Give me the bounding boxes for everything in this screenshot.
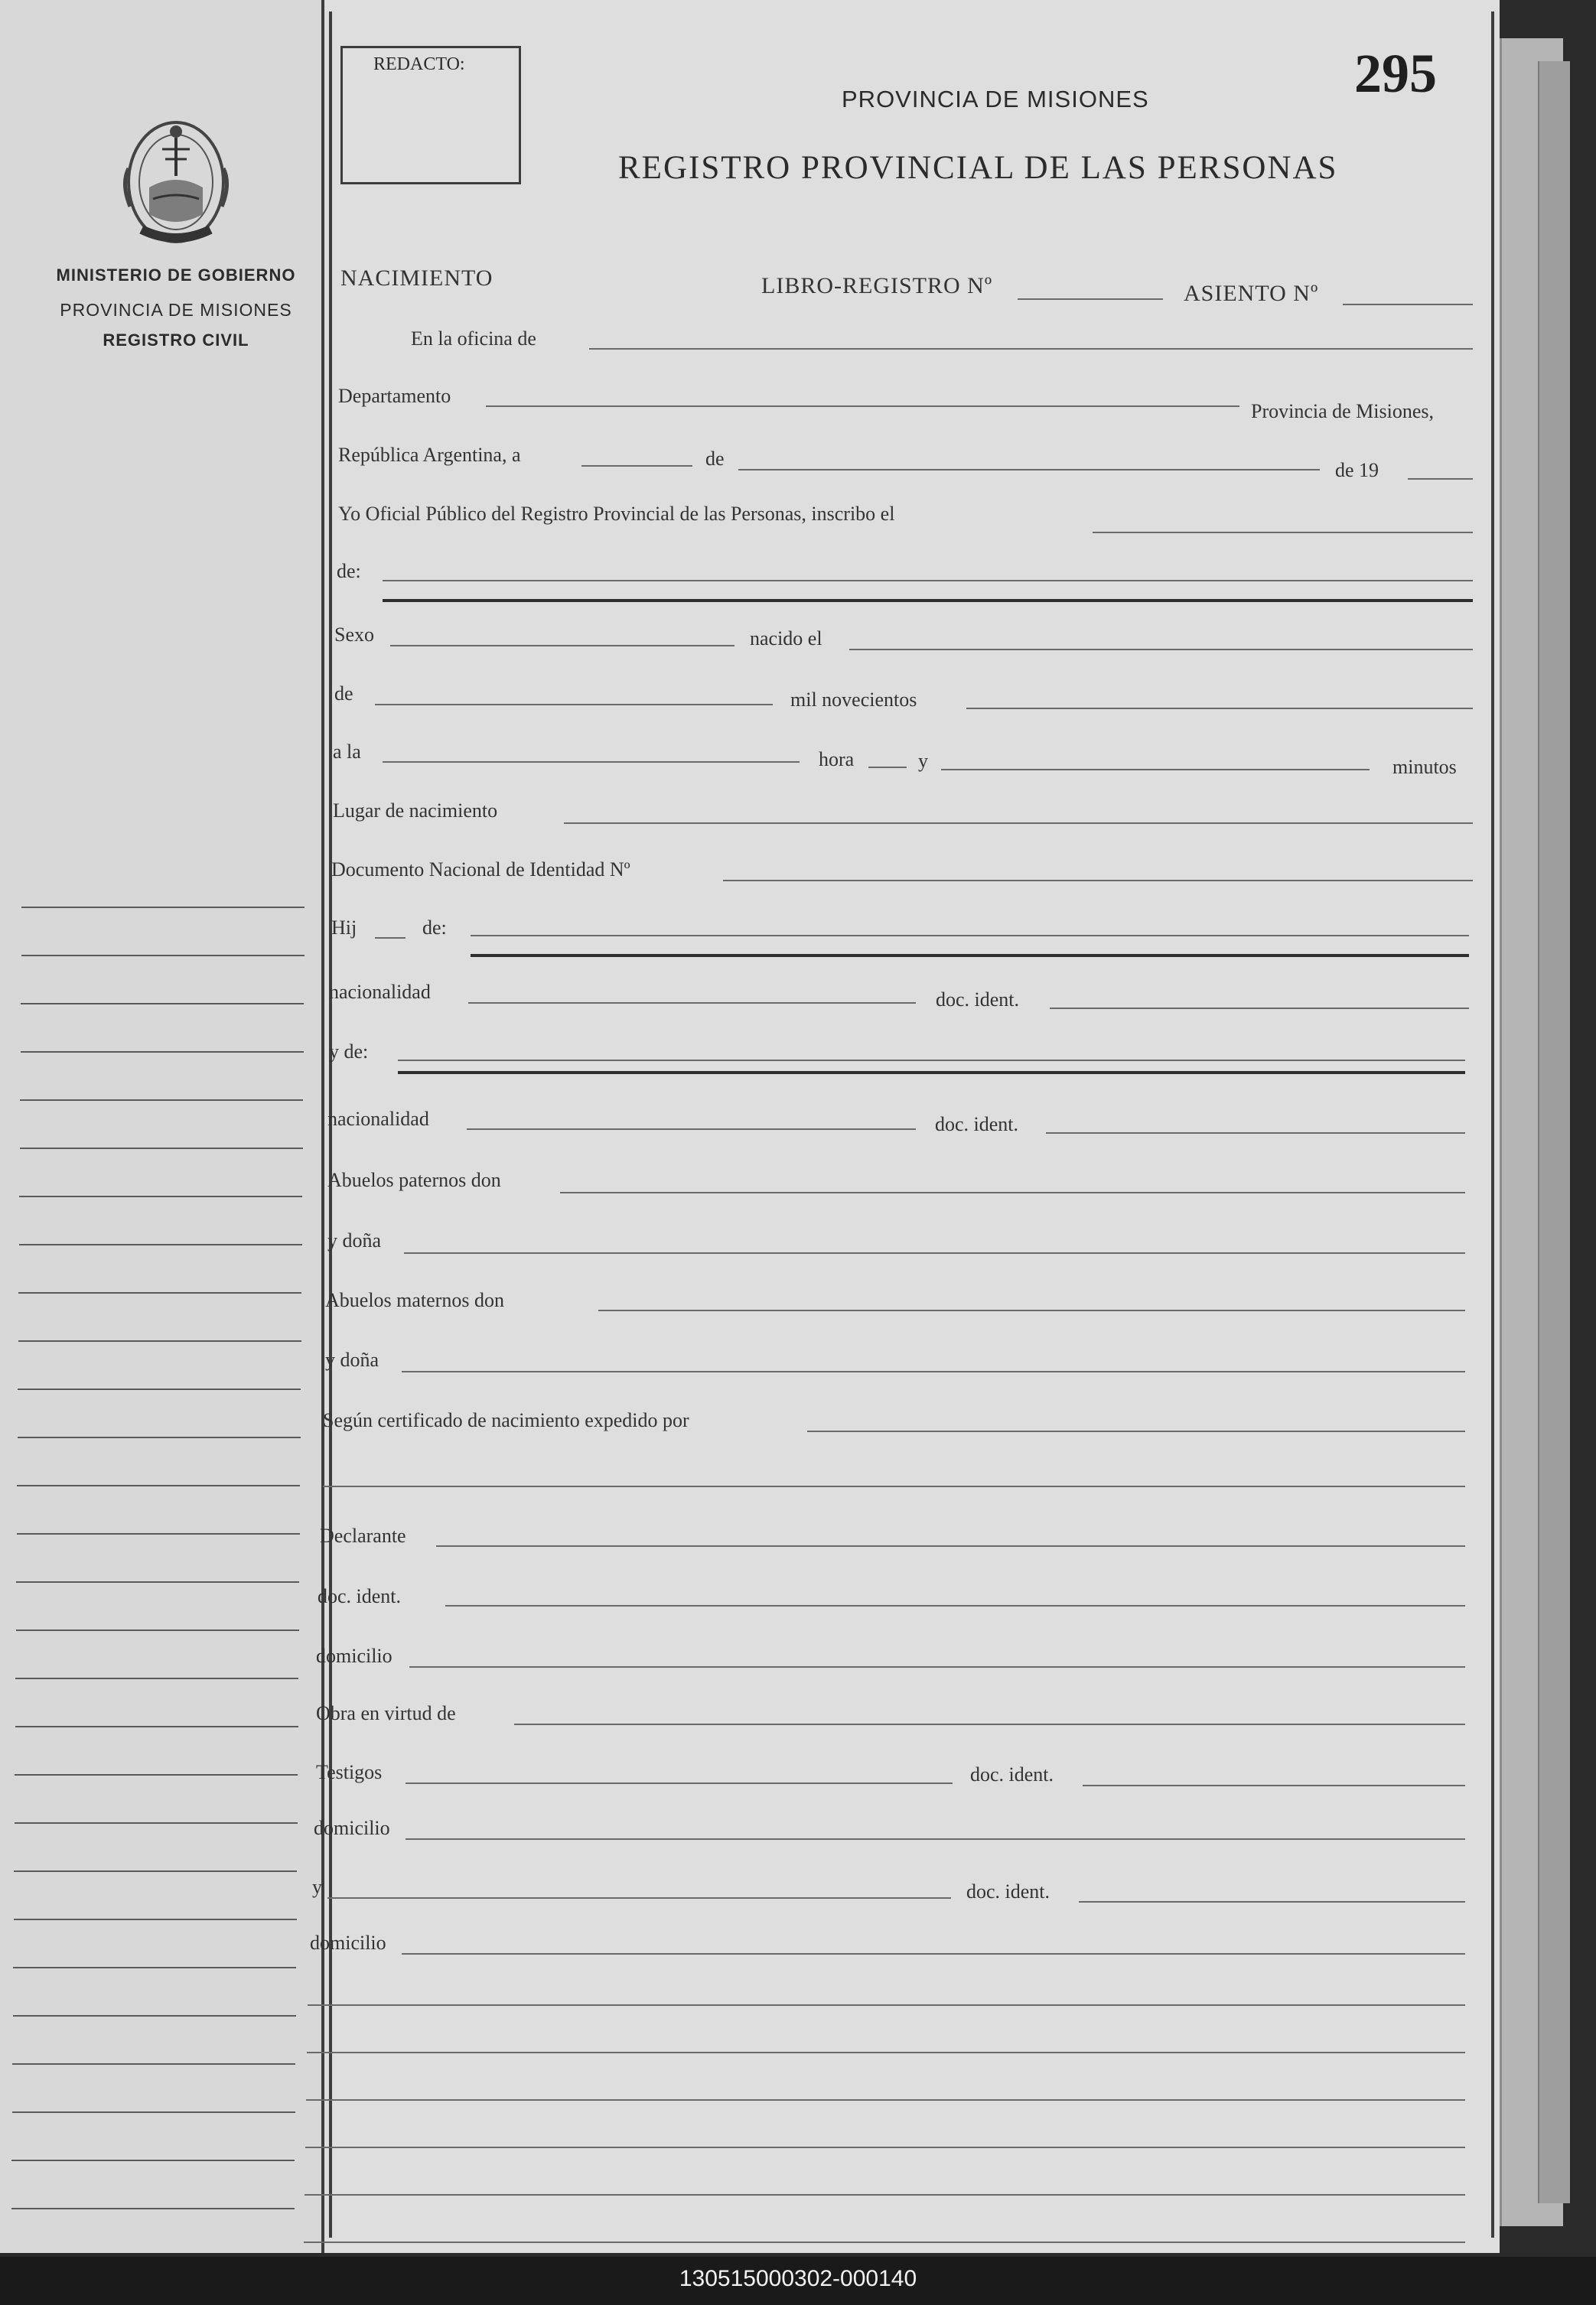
certificado-field[interactable] xyxy=(807,1431,1465,1432)
abuelos-paternos-label: Abuelos paternos don xyxy=(327,1169,501,1191)
domicilio-label-2: domicilio xyxy=(314,1817,390,1839)
inscripto-heavy-rule xyxy=(383,599,1473,602)
nacido-el-label: nacido el xyxy=(750,627,822,650)
y-de-label: y de: xyxy=(329,1040,369,1063)
asiento-field[interactable] xyxy=(1343,304,1473,305)
departamento-label: Departamento xyxy=(338,385,451,407)
republica-label: República Argentina, a xyxy=(338,444,521,466)
abuelo-paterno-field[interactable] xyxy=(560,1192,1465,1193)
a-la-label: a la xyxy=(333,741,361,763)
stub-rule[interactable] xyxy=(18,1389,301,1390)
coat-of-arms-icon xyxy=(115,115,237,249)
image-id-label: 130515000302-000140 xyxy=(679,2266,917,2291)
inscripto-name-field[interactable] xyxy=(383,580,1473,581)
testigo-1-field[interactable] xyxy=(406,1782,953,1784)
obra-field[interactable] xyxy=(514,1724,1465,1725)
stub-rule[interactable] xyxy=(15,1726,298,1727)
lugar-nacimiento-field[interactable] xyxy=(564,822,1473,824)
stub-rule[interactable] xyxy=(18,1292,301,1294)
doc-ident-field-3[interactable] xyxy=(445,1605,1465,1607)
domicilio-field-3[interactable] xyxy=(402,1953,1465,1955)
doc-ident-field-4[interactable] xyxy=(1083,1785,1465,1786)
blank-rule[interactable] xyxy=(307,2052,1465,2053)
blank-rule[interactable] xyxy=(306,2099,1465,2101)
nacionalidad-label-1: nacionalidad xyxy=(329,981,431,1003)
nacionalidad-label-2: nacionalidad xyxy=(327,1108,429,1130)
dia-field[interactable] xyxy=(581,465,692,467)
doc-ident-label-4: doc. ident. xyxy=(970,1763,1054,1786)
anio-field[interactable] xyxy=(1408,478,1473,480)
stub-rule[interactable] xyxy=(12,2111,295,2113)
stub-rule[interactable] xyxy=(20,1099,303,1101)
domicilio-label-3: domicilio xyxy=(310,1932,386,1954)
ministry-label: MINISTERIO DE GOBIERNO xyxy=(56,265,296,285)
domicilio-field-1[interactable] xyxy=(409,1666,1465,1668)
libro-registro-label: LIBRO-REGISTRO Nº xyxy=(761,273,993,298)
documento-field[interactable] xyxy=(723,880,1473,881)
doc-ident-label-5: doc. ident. xyxy=(966,1880,1050,1903)
madre-heavy-rule xyxy=(398,1071,1465,1074)
stub-rule[interactable] xyxy=(16,1581,299,1583)
padre-field[interactable] xyxy=(471,935,1469,936)
blank-rule[interactable] xyxy=(304,2242,1465,2243)
registro-civil-label: REGISTRO CIVIL xyxy=(103,330,249,350)
stub-rule[interactable] xyxy=(11,2208,295,2209)
en-la-oficina-label: En la oficina de xyxy=(411,327,536,350)
doc-ident-field-1[interactable] xyxy=(1050,1008,1469,1009)
testigos-label: Testigos xyxy=(316,1761,383,1783)
stub-rule[interactable] xyxy=(21,907,305,908)
province-label: PROVINCIA DE MISIONES xyxy=(60,300,292,320)
stub-rule[interactable] xyxy=(19,1196,302,1197)
nacimiento-heading: NACIMIENTO xyxy=(340,265,493,291)
stub-rule[interactable] xyxy=(13,2015,296,2017)
hij-label: Hij xyxy=(331,916,357,939)
testigo-2-field[interactable] xyxy=(327,1897,951,1899)
doc-ident-field-2[interactable] xyxy=(1046,1132,1465,1134)
domicilio-label-1: domicilio xyxy=(316,1645,392,1667)
de-colon-label-2: de: xyxy=(422,916,447,939)
nacionalidad-field-2[interactable] xyxy=(467,1128,916,1130)
stub-rule[interactable] xyxy=(19,1244,302,1245)
stub-rule[interactable] xyxy=(14,1919,297,1920)
stub-rule[interactable] xyxy=(21,1051,304,1053)
blank-rule[interactable] xyxy=(305,2194,1465,2196)
stub-rule[interactable] xyxy=(18,1437,301,1438)
province-heading: PROVINCIA DE MISIONES xyxy=(842,86,1149,112)
stub-rule[interactable] xyxy=(18,1340,301,1342)
yo-oficial-label: Yo Oficial Público del Registro Provincial de las Personas, inscribo el xyxy=(338,503,895,525)
domicilio-field-2[interactable] xyxy=(406,1838,1465,1840)
stub-rule[interactable] xyxy=(14,1870,297,1872)
padre-heavy-rule xyxy=(471,954,1469,957)
doc-ident-field-5[interactable] xyxy=(1079,1901,1465,1903)
de-label-1: de xyxy=(705,448,725,470)
doc-ident-label-1: doc. ident. xyxy=(936,988,1020,1011)
stub-rule[interactable] xyxy=(17,1485,300,1486)
y-dona-label-1: y doña xyxy=(327,1229,382,1252)
stub-rule[interactable] xyxy=(20,1148,303,1149)
provincia-misiones-label: Provincia de Misiones, xyxy=(1251,400,1435,422)
redacto-box[interactable] xyxy=(340,46,521,184)
nacido-el-field[interactable] xyxy=(849,649,1473,650)
hora-suffix-field[interactable] xyxy=(868,767,907,768)
stub-rule[interactable] xyxy=(15,1774,298,1776)
redacto-label: REDACTO: xyxy=(373,54,465,74)
y-label-1: y xyxy=(918,750,928,772)
y-dona-label-2: y doña xyxy=(325,1349,379,1371)
stub-rule[interactable] xyxy=(21,955,305,956)
hora-label: hora xyxy=(819,748,855,770)
declarante-label: Declarante xyxy=(320,1525,406,1547)
stub-rule[interactable] xyxy=(12,2063,295,2065)
obra-label: Obra en virtud de xyxy=(316,1702,456,1724)
abuelo-materno-field[interactable] xyxy=(598,1310,1465,1311)
segun-certificado-label: Según certificado de nacimiento expedido por xyxy=(323,1409,689,1431)
doc-ident-label-3: doc. ident. xyxy=(318,1585,402,1607)
departamento-field[interactable] xyxy=(486,405,1239,407)
mes-field[interactable] xyxy=(738,469,1320,470)
abuelos-maternos-label: Abuelos maternos don xyxy=(325,1289,504,1311)
sexo-label: Sexo xyxy=(334,623,374,646)
blank-rule[interactable] xyxy=(308,2004,1465,2006)
stub-rule[interactable] xyxy=(11,2160,295,2161)
abuela-paterna-field[interactable] xyxy=(404,1252,1465,1254)
registry-title: REGISTRO PROVINCIAL DE LAS PERSONAS xyxy=(618,150,1338,186)
blank-rule[interactable] xyxy=(305,2147,1465,2148)
oficina-field[interactable] xyxy=(589,348,1473,350)
doc-ident-label-2: doc. ident. xyxy=(935,1113,1019,1135)
declarante-field[interactable] xyxy=(436,1545,1465,1547)
hora-field[interactable] xyxy=(383,761,800,763)
documento-label: Documento Nacional de Identidad Nº xyxy=(331,858,630,881)
madre-field[interactable] xyxy=(398,1060,1465,1061)
asiento-label: ASIENTO Nº xyxy=(1184,281,1319,306)
hij-suffix-field[interactable] xyxy=(375,937,406,939)
inscribo-field[interactable] xyxy=(1093,532,1473,533)
certificado-field-2[interactable] xyxy=(323,1486,1465,1487)
de-19-label: de 19 xyxy=(1335,459,1379,481)
de-colon-label-1: de: xyxy=(337,560,361,582)
lugar-nacimiento-label: Lugar de nacimiento xyxy=(333,799,498,822)
minutos-label: minutos xyxy=(1392,756,1457,778)
sexo-field[interactable] xyxy=(390,645,734,646)
anio-nacimiento-field[interactable] xyxy=(966,708,1473,709)
minutos-field[interactable] xyxy=(941,769,1370,770)
page-number: 295 xyxy=(1354,43,1437,104)
paper-stack-edge-back xyxy=(1538,61,1570,2203)
stub-rule[interactable] xyxy=(16,1629,299,1631)
mes-nacimiento-field[interactable] xyxy=(375,704,773,705)
stub-rule[interactable] xyxy=(15,1822,298,1824)
stub-rule[interactable] xyxy=(17,1533,300,1535)
y-label-2: y xyxy=(312,1876,322,1898)
stub-rule[interactable] xyxy=(21,1003,304,1004)
abuela-materna-field[interactable] xyxy=(402,1371,1465,1372)
mil-novecientos-label: mil novecientos xyxy=(790,689,917,711)
stub-column xyxy=(0,0,324,2253)
stub-rule[interactable] xyxy=(13,1967,296,1968)
stub-rule[interactable] xyxy=(15,1678,298,1679)
de-label-2: de xyxy=(334,682,353,705)
libro-registro-field[interactable] xyxy=(1018,298,1163,300)
nacionalidad-field-1[interactable] xyxy=(468,1002,916,1004)
